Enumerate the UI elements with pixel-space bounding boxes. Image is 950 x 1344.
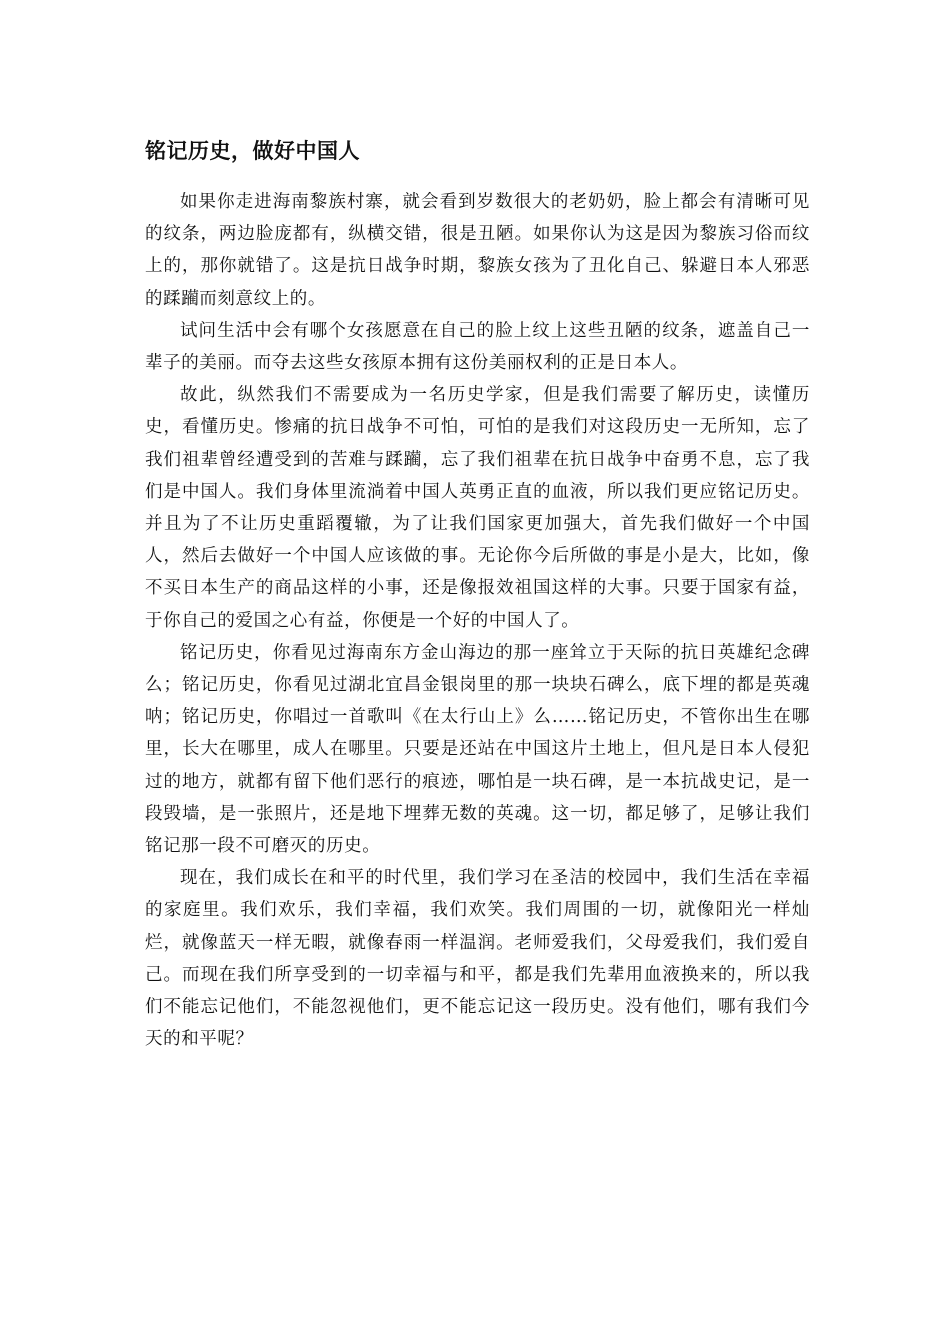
paragraph-3: 故此，纵然我们不需要成为一名历史学家，但是我们需要了解历史，读懂历史，看懂历史。惨痛的抗日战争不可怕，可怕的是我们对这段历史一无所知，忘了我们祖辈曾经遭受到的苦难与蹂躏，忘了我们祖辈在抗日战争中奋勇不息，忘了我们是中国人。我们身体里流淌着中国人英勇正直的血液，所以我们更应铭记历史。并且为了不让历史重蹈覆辙，为了让我们国家更加强大，首先我们做好一个中国人，然后去做好一个中国人应该做的事。无论你今后所做的事是小是大，比如，像不买日本生产的商品这样的小事，还是像报效祖国这样的大事。只要于国家有益，于你自己的爱国之心有益，你便是一个好的中国人了。 bbox=[145, 385, 810, 631]
paragraph-1: 如果你走进海南黎族村寨，就会看到岁数很大的老奶奶，脸上都会有清晰可见的纹条，两边脸庞都有，纵横交错，很是丑陋。如果你认为这是因为黎族习俗而纹上的，那你就错了。这是抗日战争时期，黎族女孩为了丑化自己、躲避日本人邪恶的蹂躏而刻意纹上的。 bbox=[145, 192, 810, 309]
document-body bbox=[145, 136, 810, 1055]
document-title: 铭记历史，做好中国人 bbox=[145, 139, 360, 163]
paragraph-2: 试问生活中会有哪个女孩愿意在自己的脸上纹上这些丑陋的纹条，遮盖自己一辈子的美丽。而夺去这些女孩原本拥有这份美丽权利的正是日本人。 bbox=[145, 320, 810, 374]
paragraph-4: 铭记历史，你看见过海南东方金山海边的那一座耸立于天际的抗日英雄纪念碑么；铭记历史，你看见过湖北宜昌金银岗里的那一块块石碑么，底下埋的都是英魂呐；铭记历史，你唱过一首歌叫《在太行山上》么……铭记历史，不管你出生在哪里，长大在哪里，成人在哪里。只要是还站在中国这片土地上，但凡是日本人侵犯过的地方，就都有留下他们恶行的痕迹，哪怕是一块石碑，是一本抗战史记，是一段毁墙，是一张照片，还是地下埋葬无数的英魂。这一切，都足够了，足够让我们铭记那一段不可磨灭的历史。 bbox=[145, 642, 810, 857]
paragraph-5: 现在，我们成长在和平的时代里，我们学习在圣洁的校园中，我们生活在幸福的家庭里。我们欢乐，我们幸福，我们欢笑。我们周围的一切，就像阳光一样灿烂，就像蓝天一样无暇，就像春雨一样温润。老师爱我们，父母爱我们，我们爱自己。而现在我们所享受到的一切幸福与和平，都是我们先辈用血液换来的，所以我们不能忘记他们，不能忽视他们，更不能忘记这一段历史。没有他们，哪有我们今天的和平呢？ bbox=[145, 868, 810, 1050]
